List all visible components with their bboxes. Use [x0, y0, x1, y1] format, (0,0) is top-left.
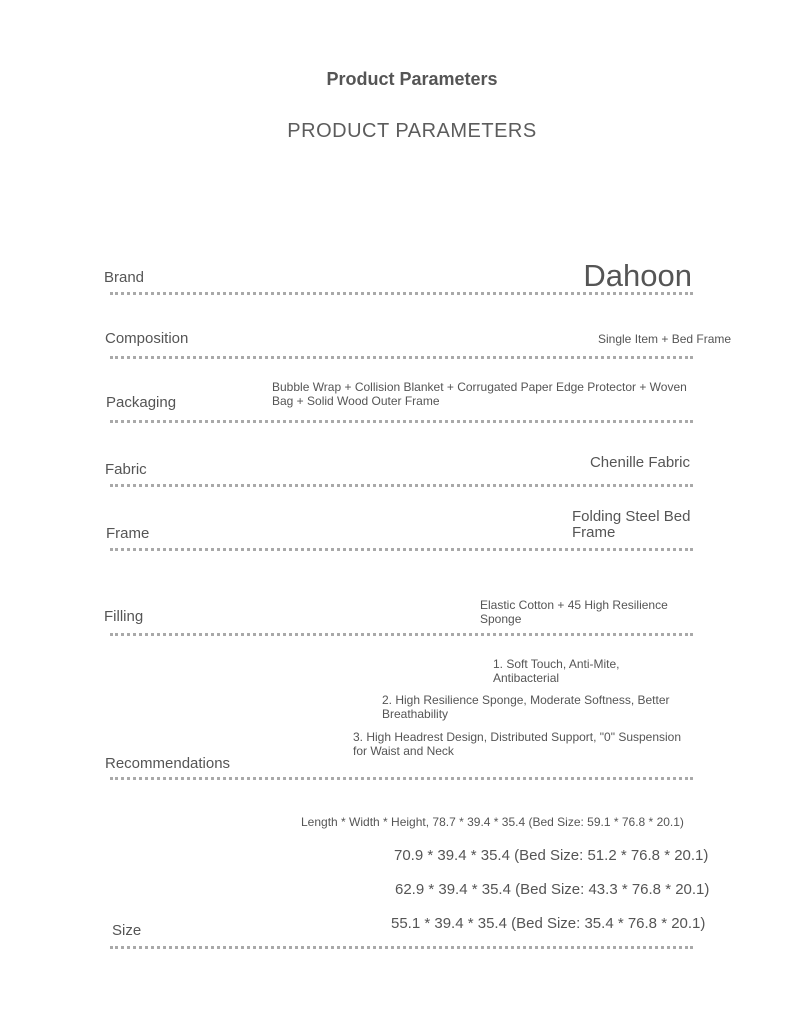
divider	[110, 356, 693, 359]
frame-value: Folding Steel Bed Frame	[572, 508, 691, 541]
composition-label: Composition	[105, 330, 189, 347]
divider	[110, 292, 693, 295]
filling-value: Elastic Cotton + 45 High Resilience Sponge	[480, 598, 668, 626]
page-title: Product Parameters	[326, 69, 498, 89]
page-subtitle: PRODUCT PARAMETERS	[287, 120, 537, 142]
divider	[110, 484, 693, 487]
divider	[110, 777, 693, 780]
size-item: 62.9 * 39.4 * 35.4 (Bed Size: 43.3 * 76.8 * 20.1)	[395, 881, 710, 898]
recommendations-label: Recommendations	[105, 755, 231, 772]
composition-value: Single Item + Bed Frame	[598, 332, 732, 346]
recommendation-item: 2. High Resilience Sponge, Moderate Softness, Better Breathability	[382, 693, 670, 721]
size-item: 55.1 * 39.4 * 35.4 (Bed Size: 35.4 * 76.8 * 20.1)	[391, 915, 706, 932]
packaging-label: Packaging	[106, 394, 177, 411]
fabric-label: Fabric	[105, 461, 147, 478]
divider	[110, 420, 693, 423]
divider	[110, 633, 693, 636]
recommendation-item: 1. Soft Touch, Anti-Mite, Antibacterial	[493, 657, 620, 685]
divider	[110, 548, 693, 551]
divider	[110, 946, 693, 949]
frame-label: Frame	[106, 525, 150, 542]
fabric-value: Chenille Fabric	[589, 454, 690, 471]
size-item: 70.9 * 39.4 * 35.4 (Bed Size: 51.2 * 76.8 * 20.1)	[394, 847, 709, 864]
packaging-value: Bubble Wrap + Collision Blanket + Corrugated Paper Edge Protector + Woven Bag + Solid Wood Outer Frame	[272, 380, 687, 408]
brand-value: Dahoon	[583, 258, 692, 293]
recommendation-item: 3. High Headrest Design, Distributed Support, "0" Suspension for Waist and Neck	[353, 730, 682, 758]
size-label: Size	[112, 922, 142, 939]
brand-label: Brand	[104, 269, 145, 286]
filling-label: Filling	[104, 608, 144, 625]
size-item: Length * Width * Height, 78.7 * 39.4 * 35.4 (Bed Size: 59.1 * 76.8 * 20.1)	[301, 815, 684, 829]
